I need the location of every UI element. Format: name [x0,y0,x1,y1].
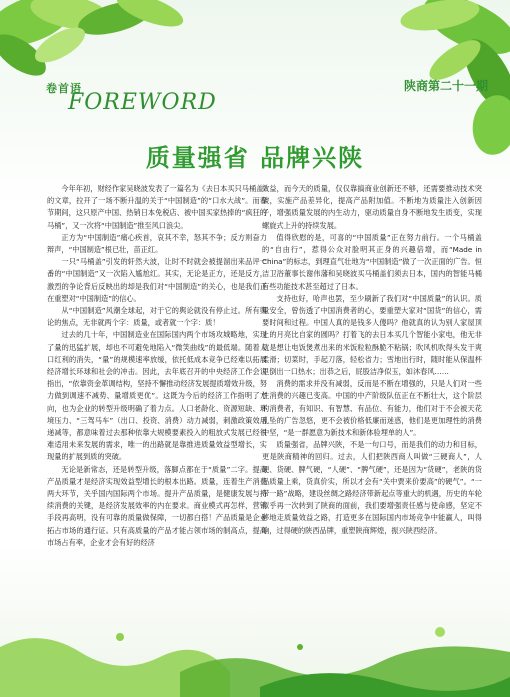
paragraph: 过去的几十年，中国制造业在国际国内两个市场攻城略地，实现了量的迅猛扩展，却也不可避免地陷入“微笑曲线”的最低端。随着人口红利的消失，“量”的规模速率放缓，依托低成本竞争已经难以拓展经济增长环球和社会的冲击。因此，去年底召开的中央经济工作会议指出，“依靠资金革调结构，坚持不懈推动经济发展提质增效升级，努力做到调速不减势、量增质更优”。这既为今后的经济工作指明了方向，也为企业的转型升级明确了着力点。人口老龄化、资源短缺、环境压力、“三驾马车”（出口、投资、消费）动力减弱，刺激政策效用递减等，都意味着过去那种依靠大规模要素投入的粗放式发展已经很难适用未来发展的需求，唯一的出路就是靠推进质量效益型增长，实现量的扩展到质的突破。 [47,330,267,462]
left-column [47,183,267,549]
paragraph: 值得欣慰的是，可喜的“中国质量”正在努力前行。一个马桶盖的“自由行”，惹得公众对脸明其正身的兴趣倍增，而“Made in China”的标志，到理直气壮地为“中国制造”做了一次正面的广告。恒洁卫浴董事长谢伟藩和吴晓波买马桶盖们须去日本，国内的智能马桶有些功能技术甚至超过了日本。 [262,232,482,291]
paragraph: 无论是新常态，还是转型升级，落脚点都在于“质量”二字。提高产品质量才是经济实现效益型增长的根本出路。质量，连着生产消费两大环节，关乎国内国际两个市场。提升产品质量，是健康发展与持续消费的关键，是经济发展效率的内在要求。商业模式再怎样，营销手段再高明，没有可靠的质量做保障，一切都白搭！产品质量是企业拓占市场的通行证。只有高质量的产品才能占领市场的制高点，提高市场占有率，企业才会有好的经济 [47,464,267,547]
paragraph: 从“中国制造”风潮全球起，对于它的舆论就没有停止过。所有舆论的焦点，无非就两个字：质量，或者就一个字：质！ [47,306,267,328]
paragraph: 质量强省，品牌兴陕，不是一句口号，而是我们的动力和目标，更是陕商精神的回归。过去，人们把陕西商人叫做“三硬商人”，人硬、货硬、脾气硬，“人硬”、“脾气硬”，还是因为“货硬”，老陕的货品质量上乘，货真价实，所以才会有“关中贾来价要高”的硬气”。“一带一路”战略，建设丝绸之路经济带新起点等重大的机遇，历史的车轮似乎再一次转到了陕商的面前，我们要增强责任感与使命感，坚定不移地走质量效益之路，打造更多在国际国内市场竞争中能赢人，叫得响，过得硬的陕西品牌，重塑陕商辉煌，振兴陕西经济。 [262,440,482,535]
foreword-heading: FOREWORD [68,90,217,115]
paragraph: 一只“马桶盖”引发的轩然大波，让时不时就会被提溜出来品评一番的“中国制造”又一次陷入尴尬红。其实，无论是正方，还是反方，激烈的争论背后反映出的却是我们对“中国制造”的关心，也是我们正在重塑对“中国制造”的信心。 [47,257,267,303]
top-left-leaves-decoration [0,0,190,100]
right-column [262,183,482,537]
bottom-green-splash-decoration [0,577,510,697]
paragraph: 效益，而今天的质量，仅仅靠搞商业创新还不够，还需要推动技术突破，实施产品差异化，提高产品附加值。不断地为质量注入创新因子，增强质量发展的内生动力，驱动质量自身不断地发生质变，实现螺旋式上升的持续发展。 [262,184,482,230]
section-kicker: 卷首语 [46,82,82,95]
paragraph: 支持也好，哈声也罢，至少刷新了我们对“中国质量”的认识。质量安全，曾伤透了中国消费者的心，要重塑大家对“国货”的信心，需要时间和过程。中国人真的是钱多人傻吗？他就真的认为别人家屋顶上的月亮比自家的圆吗？打着飞的去日本买几个智能小家电，他无非就是想让电饭煲煮出来的米饭粒粒酥脆不粘锅；吹风机吹得头发干爽柔滑；切菜时，手起刀落，轻松省力；雪地出行时，随时能从保温杯里倒出一口热水；出恭之后，屁股洁净似玉，如沐春风…… [262,293,482,377]
paragraph: 消费的需求并没有减弱，反而是不断在增强的，只是人们对一些性消费的兴趣已变高。中国的中产阶级队伍正在不断壮大，这个阶层的消费者，有知识、有智慧、有品位、有能力，他们对于不会被天花乱坠的广告忽悠，更不会被价格低廉而迷惑，他们是更加理性的消费中坚，“是一群愿意为新技术和新体验埋单的人”。 [262,379,482,438]
paragraph: 正方为“中国制造”痛心疾首，哀其不幸，怒其不争；反方则奋力辩声，“中国制造”根已壮，苗正红。 [47,232,267,255]
issue-label: 陕商第二十一期 [403,79,488,93]
article-title: 质量强省 品牌兴陕 [145,144,365,172]
paragraph: 今年年初，财经作家吴晓波发表了一篇名为《去日本买只马桶盖》的文章，拉开了一场不断升温的关于“中国制造”的“口水大战”。而春节期间，这只原产中国、热销日本免税店、被中国买家热捧的“疯狂的马桶”，又一次将“中国制造”推至风口浪尖。 [47,184,267,230]
